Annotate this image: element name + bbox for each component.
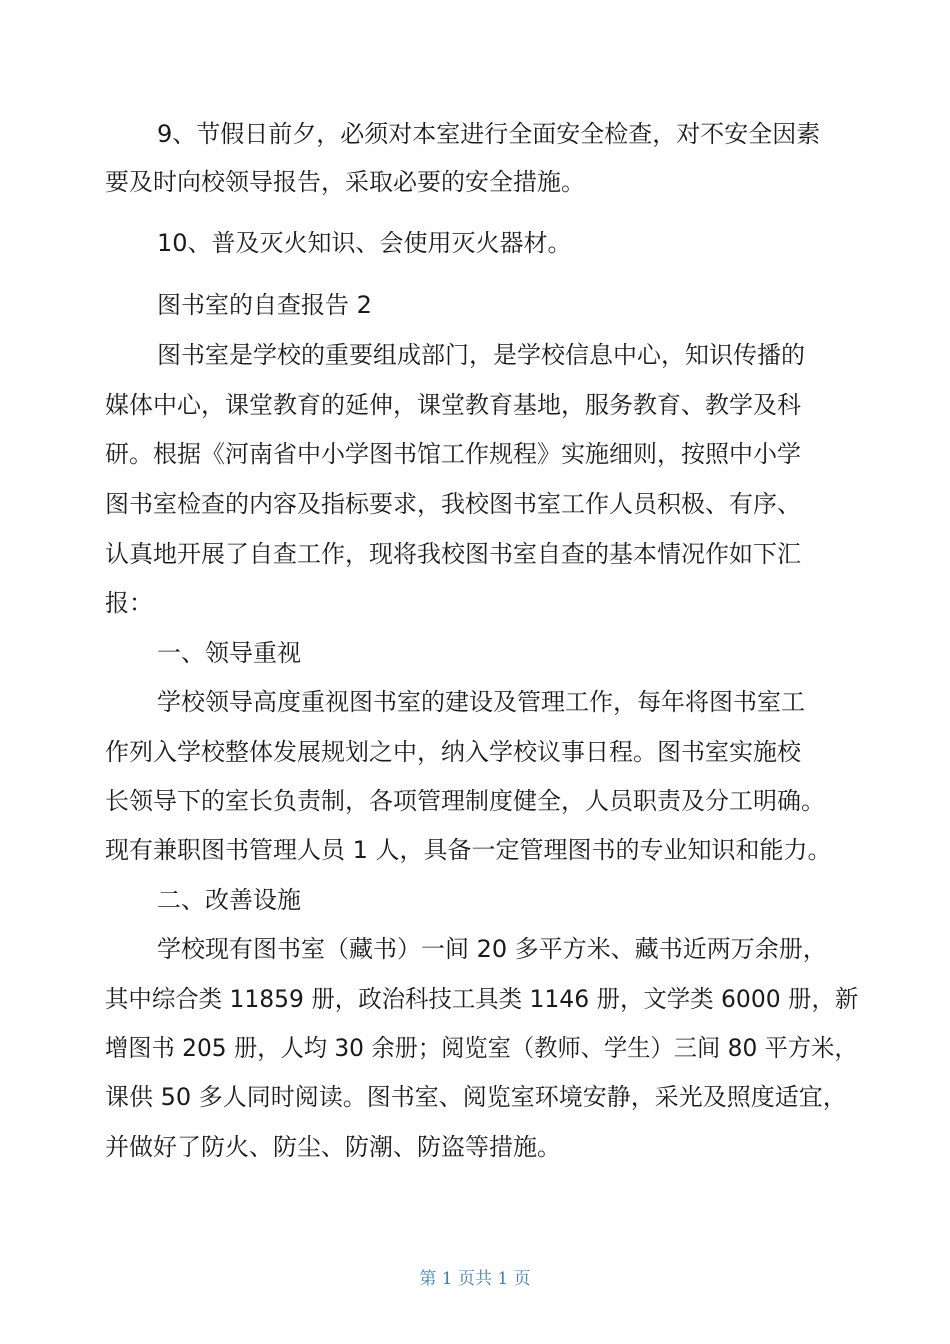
paragraph-line: 图书室检查的内容及指标要求，我校图书室工作人员积极、有序、 (105, 490, 801, 518)
paragraph-line: 要及时向校领导报告，采取必要的安全措施。 (105, 168, 585, 196)
paragraph-line: 图书室是学校的重要组成部门，是学校信息中心，知识传播的 (157, 341, 805, 369)
paragraph-line: 研。根据《河南省中小学图书馆工作规程》实施细则，按照中小学 (105, 440, 801, 468)
paragraph-line: 其中综合类 11859 册，政治科技工具类 1146 册，文学类 6000 册，新 (105, 985, 859, 1013)
section-heading: 一、领导重视 (157, 639, 301, 667)
paragraph-line: 并做好了防火、防尘、防潮、防盗等措施。 (105, 1133, 561, 1161)
paragraph-line: 10、普及灭火知识、会使用灭火器材。 (157, 229, 572, 257)
section-title: 图书室的自查报告 2 (157, 291, 372, 319)
paragraph-line: 媒体中心，课堂教育的延伸，课堂教育基地，服务教育、教学及科 (105, 391, 801, 419)
paragraph-line: 认真地开展了自查工作，现将我校图书室自查的基本情况作如下汇 (105, 540, 801, 568)
paragraph-line: 学校现有图书室（藏书）一间 20 多平方米、藏书近两万余册， (157, 935, 827, 963)
paragraph-line: 增图书 205 册，人均 30 余册；阅览室（教师、学生）三间 80 平方米， (105, 1034, 858, 1062)
paragraph-line: 9、节假日前夕，必须对本室进行全面安全检查，对不安全因素 (157, 120, 821, 148)
paragraph-line: 课供 50 多人同时阅读。图书室、阅览室环境安静，采光及照度适宜， (105, 1083, 847, 1111)
paragraph-line: 报： (105, 589, 153, 617)
paragraph-line: 学校领导高度重视图书室的建设及管理工作，每年将图书室工 (157, 688, 805, 716)
page-number-footer: 第 1 页共 1 页 (419, 1269, 531, 1289)
paragraph-line: 作列入学校整体发展规划之中，纳入学校议事日程。图书室实施校 (105, 738, 801, 766)
paragraph-line: 现有兼职图书管理人员 1 人，具备一定管理图书的专业知识和能力。 (105, 836, 832, 864)
paragraph-line: 长领导下的室长负责制，各项管理制度健全，人员职责及分工明确。 (105, 787, 825, 815)
section-heading: 二、改善设施 (157, 886, 301, 914)
